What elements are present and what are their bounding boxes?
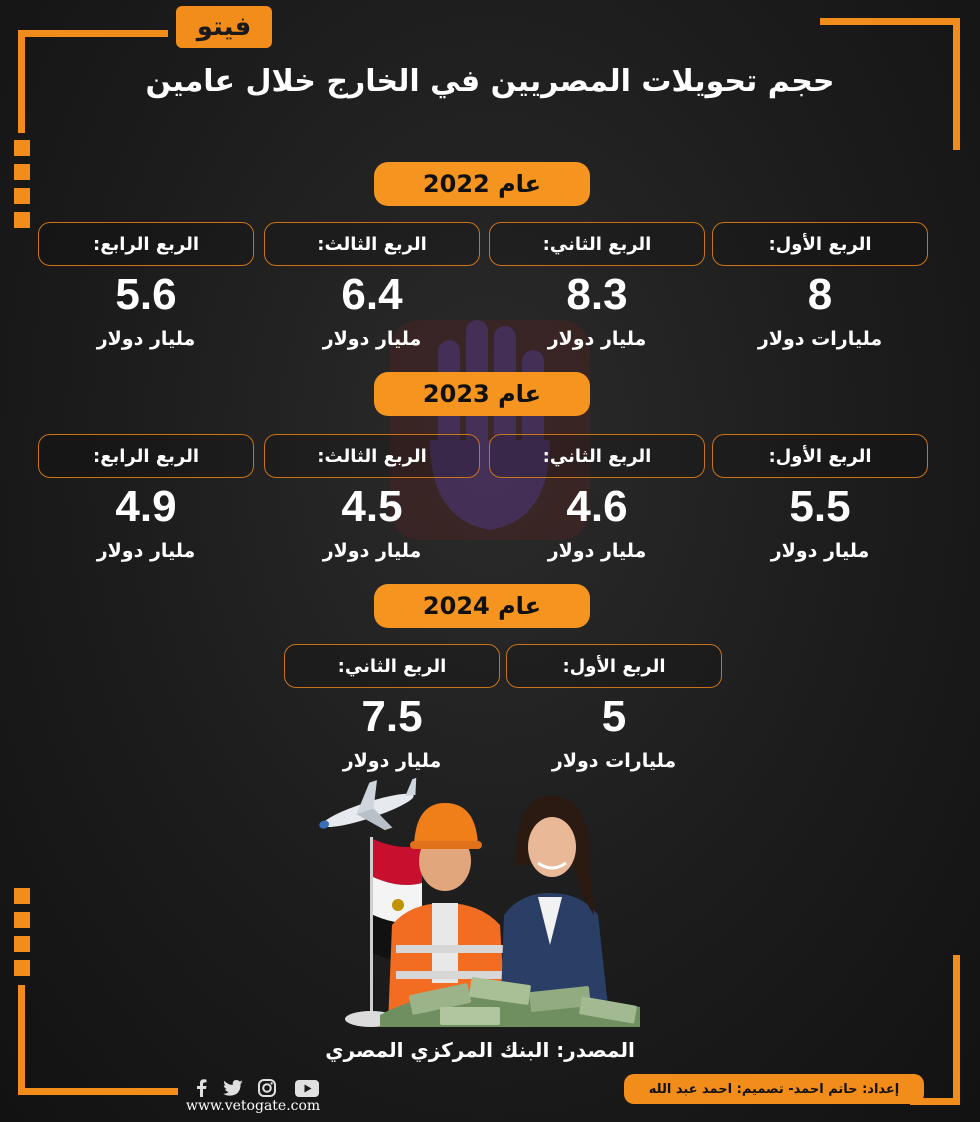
- quarter-unit: مليارات دولار: [551, 750, 677, 772]
- year-badge-2023: عام 2023: [374, 372, 590, 416]
- quarter-value: 4.5: [341, 482, 403, 531]
- quarter-value: 4.9: [115, 482, 177, 531]
- frame-square: [14, 912, 30, 928]
- credits-bar: إعداد: حاتم احمد- تصميم: احمد عبد الله: [624, 1074, 924, 1104]
- frame-square: [14, 188, 30, 204]
- year-badge-2022: عام 2022: [374, 162, 590, 206]
- youtube-icon[interactable]: [294, 1078, 320, 1098]
- website-url[interactable]: www.vetogate.com: [186, 1098, 321, 1114]
- quarter-value: 4.6: [566, 482, 628, 531]
- quarter-label-box: الربع الرابع:: [38, 222, 254, 266]
- quarter-unit: مليار دولار: [96, 328, 196, 350]
- quarter-label-box: الربع الثاني:: [284, 644, 500, 688]
- quarter-label-box: الربع الثالث:: [264, 434, 480, 478]
- source-text: المصدر: البنك المركزي المصري: [325, 1038, 635, 1062]
- quarter-label-box: الربع الأول:: [506, 644, 722, 688]
- quarter-value: 5: [601, 692, 627, 741]
- quarter-unit: مليار دولار: [547, 328, 647, 350]
- quarter-label-box: الربع الأول:: [712, 222, 928, 266]
- frame-square: [14, 936, 30, 952]
- frame-square: [14, 164, 30, 180]
- frame-right-bottom-line: [953, 955, 960, 1105]
- facebook-icon[interactable]: [190, 1078, 212, 1098]
- quarter-value: 5.6: [115, 270, 177, 319]
- quarter-unit: مليارات دولار: [757, 328, 883, 350]
- quarter-unit: مليار دولار: [322, 328, 422, 350]
- airplane-icon: [311, 775, 428, 849]
- page-title: حجم تحويلات المصريين في الخارج خلال عامين: [145, 64, 835, 99]
- instagram-icon[interactable]: [256, 1078, 278, 1098]
- quarter-value: 7.5: [361, 692, 423, 741]
- frame-square: [14, 888, 30, 904]
- quarter-label-box: الربع الثاني:: [489, 434, 705, 478]
- quarter-label-box: الربع الرابع:: [38, 434, 254, 478]
- quarter-value: 5.5: [789, 482, 851, 531]
- vetogate-logo: فيتو: [176, 6, 272, 48]
- quarter-value: 8.3: [566, 270, 628, 319]
- frame-bottom-left-line: [18, 1088, 178, 1095]
- frame-square: [14, 960, 30, 976]
- frame-square: [14, 212, 30, 228]
- frame-top-left-line: [18, 30, 168, 37]
- quarter-unit: مليار دولار: [342, 750, 442, 772]
- frame-square: [14, 140, 30, 156]
- frame-left-bottom-line: [18, 985, 25, 1095]
- quarter-label-box: الربع الثالث:: [264, 222, 480, 266]
- quarter-value: 8: [807, 270, 833, 319]
- quarter-unit: مليار دولار: [770, 540, 870, 562]
- quarter-unit: مليار دولار: [322, 540, 422, 562]
- twitter-icon[interactable]: [222, 1078, 244, 1098]
- quarter-label-box: الربع الأول:: [712, 434, 928, 478]
- quarter-unit: مليار دولار: [547, 540, 647, 562]
- quarter-unit: مليار دولار: [96, 540, 196, 562]
- illustration-remittances: [310, 775, 650, 1035]
- quarter-value: 6.4: [341, 270, 403, 319]
- quarter-label-box: الربع الثاني:: [489, 222, 705, 266]
- year-badge-2024: عام 2024: [374, 584, 590, 628]
- frame-top-line: [820, 18, 960, 25]
